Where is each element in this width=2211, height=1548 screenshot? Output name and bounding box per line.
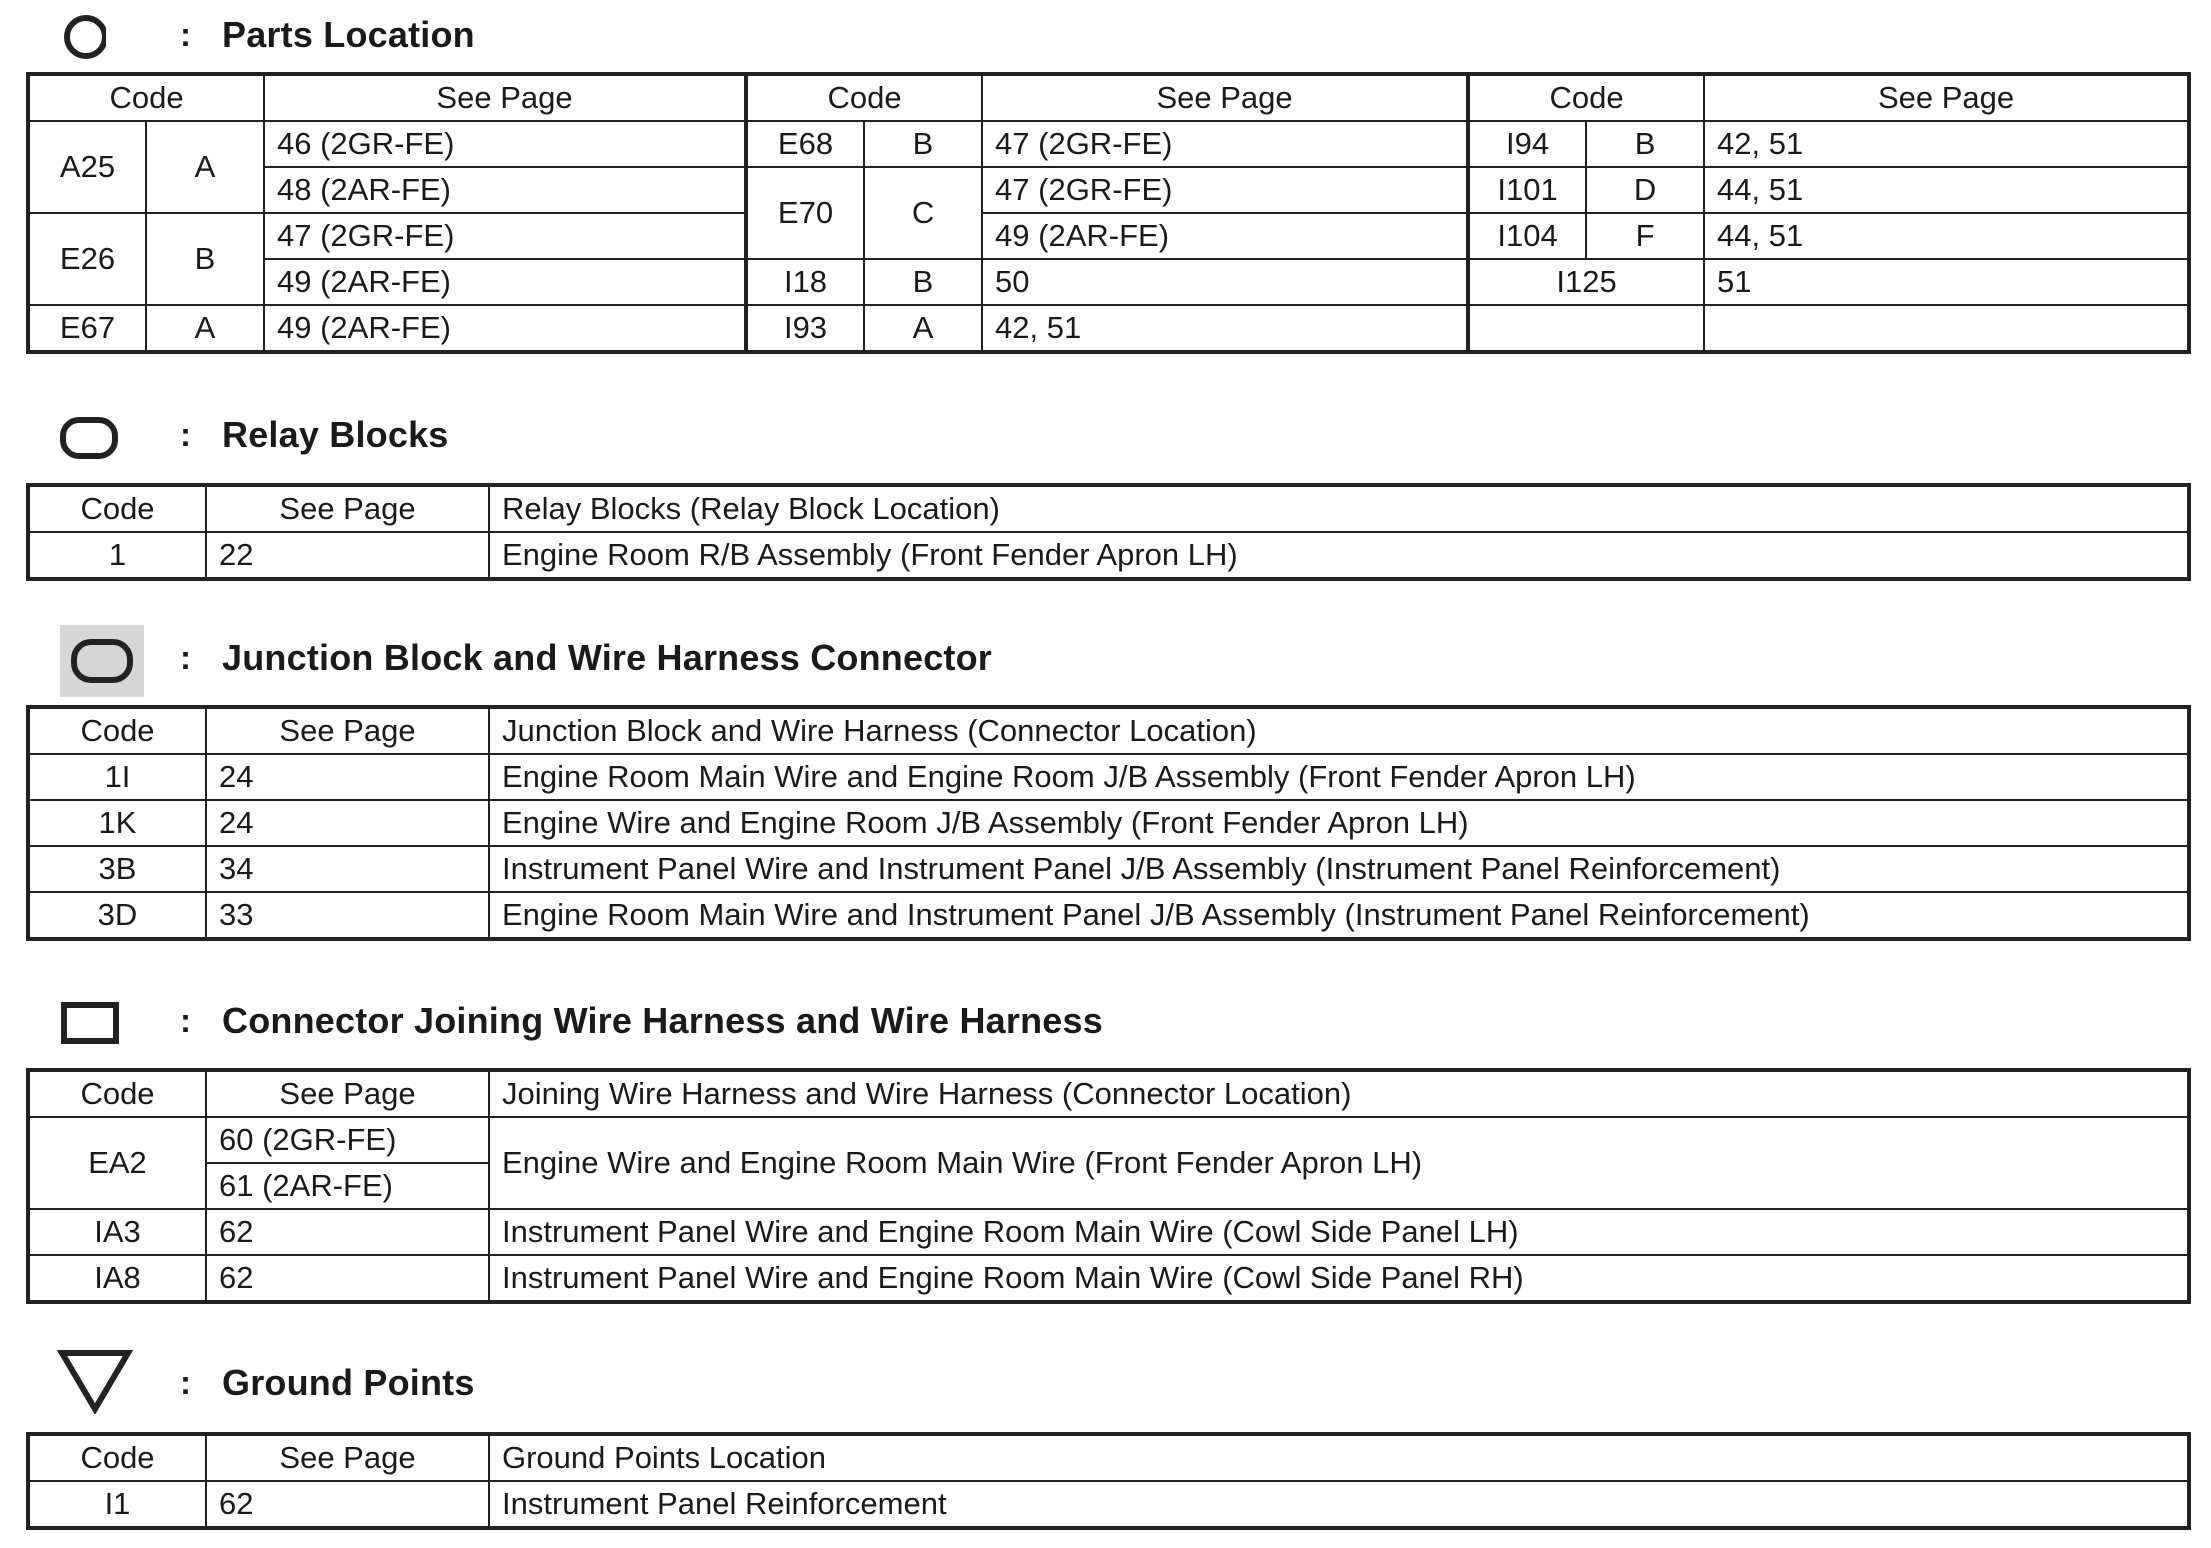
- cell-description: Engine Room R/B Assembly (Front Fender Apron LH): [489, 532, 2189, 579]
- header-code: Code: [28, 485, 206, 532]
- cell-code: IA8: [28, 1255, 206, 1302]
- cell-description: Engine Room Main Wire and Instrument Panel J/B Assembly (Instrument Panel Reinforcement): [489, 892, 2189, 939]
- table-header-row: [28, 1070, 2189, 1117]
- cell-empty: [1468, 305, 1704, 352]
- heading-colon: :: [180, 1364, 191, 1401]
- cell-description: Instrument Panel Reinforcement: [489, 1481, 2189, 1528]
- junction-block-table: [26, 705, 2191, 941]
- cell-empty: [1704, 305, 2189, 352]
- circle-icon: [56, 12, 106, 62]
- cell-page: 47 (2GR-FE): [982, 167, 1468, 213]
- section-title: Junction Block and Wire Harness Connector: [222, 637, 993, 678]
- header-see-page: See Page: [1704, 74, 2189, 121]
- table-row: [28, 121, 2189, 167]
- header-code: Code: [28, 74, 264, 121]
- cell-description: Engine Wire and Engine Room Main Wire (Front Fender Apron LH): [489, 1117, 2189, 1209]
- header-code: Code: [1468, 74, 1704, 121]
- cell-page: 24: [206, 754, 489, 800]
- shaded-rounded-rect-icon: [60, 625, 144, 697]
- cell-sub: B: [864, 259, 982, 305]
- cell-page: 24: [206, 800, 489, 846]
- table-row: [28, 754, 2189, 800]
- relay-blocks-table: [26, 483, 2191, 581]
- cell-code: E70: [746, 167, 864, 259]
- cell-page: 47 (2GR-FE): [264, 213, 746, 259]
- header-code: Code: [28, 1070, 206, 1117]
- table-row: [28, 892, 2189, 939]
- cell-code: I125: [1468, 259, 1704, 305]
- connector-joining-heading: [0, 990, 2211, 1050]
- table-row: [28, 532, 2189, 579]
- cell-page: 50: [982, 259, 1468, 305]
- cell-sub: A: [146, 121, 264, 213]
- relay-blocks-heading: [0, 404, 2211, 464]
- header-description: Ground Points Location: [489, 1434, 2189, 1481]
- cell-code: 1: [28, 532, 206, 579]
- rectangle-icon: [56, 998, 126, 1048]
- parts-location-table: [26, 72, 2191, 354]
- cell-page: 44, 51: [1704, 167, 2189, 213]
- cell-description: Instrument Panel Wire and Instrument Panel J/B Assembly (Instrument Panel Reinforcement): [489, 846, 2189, 892]
- cell-code: A25: [28, 121, 146, 213]
- header-description: Joining Wire Harness and Wire Harness (Connector Location): [489, 1070, 2189, 1117]
- cell-code: EA2: [28, 1117, 206, 1209]
- cell-description: Engine Wire and Engine Room J/B Assembly (Front Fender Apron LH): [489, 800, 2189, 846]
- cell-description: Instrument Panel Wire and Engine Room Main Wire (Cowl Side Panel RH): [489, 1255, 2189, 1302]
- heading-colon: :: [180, 16, 191, 53]
- table-row: [28, 1481, 2189, 1528]
- header-see-page: See Page: [206, 1070, 489, 1117]
- cell-code: I94: [1468, 121, 1586, 167]
- header-see-page: See Page: [206, 1434, 489, 1481]
- cell-page: 49 (2AR-FE): [264, 305, 746, 352]
- connector-joining-table: [26, 1068, 2191, 1304]
- cell-sub: A: [864, 305, 982, 352]
- cell-code: I1: [28, 1481, 206, 1528]
- cell-page: 60 (2GR-FE): [206, 1117, 489, 1163]
- cell-page: 44, 51: [1704, 213, 2189, 259]
- header-code: Code: [746, 74, 982, 121]
- cell-page: 51: [1704, 259, 2189, 305]
- cell-page: 42, 51: [982, 305, 1468, 352]
- cell-code: E67: [28, 305, 146, 352]
- ground-points-heading: [0, 1348, 2211, 1408]
- cell-page: 62: [206, 1209, 489, 1255]
- cell-page: 49 (2AR-FE): [982, 213, 1468, 259]
- cell-page: 47 (2GR-FE): [982, 121, 1468, 167]
- section-title: Connector Joining Wire Harness and Wire Harness: [222, 1000, 1103, 1041]
- cell-page: 49 (2AR-FE): [264, 259, 746, 305]
- section-title: Ground Points: [222, 1362, 475, 1403]
- cell-code: I18: [746, 259, 864, 305]
- section-title: Relay Blocks: [222, 414, 449, 455]
- cell-sub: A: [146, 305, 264, 352]
- header-see-page: See Page: [264, 74, 746, 121]
- cell-sub: D: [1586, 167, 1704, 213]
- section-title: Parts Location: [222, 14, 475, 55]
- cell-code: 3B: [28, 846, 206, 892]
- cell-description: Engine Room Main Wire and Engine Room J/B Assembly (Front Fender Apron LH): [489, 754, 2189, 800]
- table-row: [28, 305, 2189, 352]
- heading-colon: :: [180, 639, 191, 676]
- triangle-down-icon: [56, 1348, 136, 1414]
- cell-sub: B: [146, 213, 264, 305]
- header-description: Junction Block and Wire Harness (Connector Location): [489, 707, 2189, 754]
- cell-page: 33: [206, 892, 489, 939]
- heading-colon: :: [180, 416, 191, 453]
- table-row: [28, 213, 2189, 259]
- cell-sub: F: [1586, 213, 1704, 259]
- cell-page: 34: [206, 846, 489, 892]
- cell-code: I104: [1468, 213, 1586, 259]
- cell-page: 46 (2GR-FE): [264, 121, 746, 167]
- cell-description: Instrument Panel Wire and Engine Room Main Wire (Cowl Side Panel LH): [489, 1209, 2189, 1255]
- cell-page: 42, 51: [1704, 121, 2189, 167]
- junction-block-heading: [0, 625, 2211, 685]
- cell-page: 61 (2AR-FE): [206, 1163, 489, 1209]
- header-see-page: See Page: [982, 74, 1468, 121]
- cell-code: 3D: [28, 892, 206, 939]
- header-see-page: See Page: [206, 485, 489, 532]
- parts-location-heading: [0, 4, 2211, 64]
- table-row: [28, 1117, 2189, 1163]
- header-code: Code: [28, 707, 206, 754]
- heading-colon: :: [180, 1002, 191, 1039]
- cell-page: 22: [206, 532, 489, 579]
- cell-page: 48 (2AR-FE): [264, 167, 746, 213]
- cell-code: 1K: [28, 800, 206, 846]
- table-header-row: [28, 74, 2189, 121]
- table-header-row: [28, 485, 2189, 532]
- rounded-rect-icon: [56, 414, 126, 462]
- table-row: [28, 846, 2189, 892]
- table-row: [28, 167, 2189, 213]
- cell-code: 1I: [28, 754, 206, 800]
- table-header-row: [28, 1434, 2189, 1481]
- table-header-row: [28, 707, 2189, 754]
- table-row: [28, 259, 2189, 305]
- cell-code: I93: [746, 305, 864, 352]
- cell-sub: B: [1586, 121, 1704, 167]
- cell-code: E26: [28, 213, 146, 305]
- cell-page: 62: [206, 1255, 489, 1302]
- header-code: Code: [28, 1434, 206, 1481]
- cell-code: IA3: [28, 1209, 206, 1255]
- header-description: Relay Blocks (Relay Block Location): [489, 485, 2189, 532]
- cell-sub: B: [864, 121, 982, 167]
- table-row: [28, 1255, 2189, 1302]
- cell-sub: C: [864, 167, 982, 259]
- table-row: [28, 800, 2189, 846]
- ground-points-table: [26, 1432, 2191, 1530]
- header-see-page: See Page: [206, 707, 489, 754]
- cell-page: 62: [206, 1481, 489, 1528]
- table-row: [28, 1209, 2189, 1255]
- cell-code: E68: [746, 121, 864, 167]
- cell-code: I101: [1468, 167, 1586, 213]
